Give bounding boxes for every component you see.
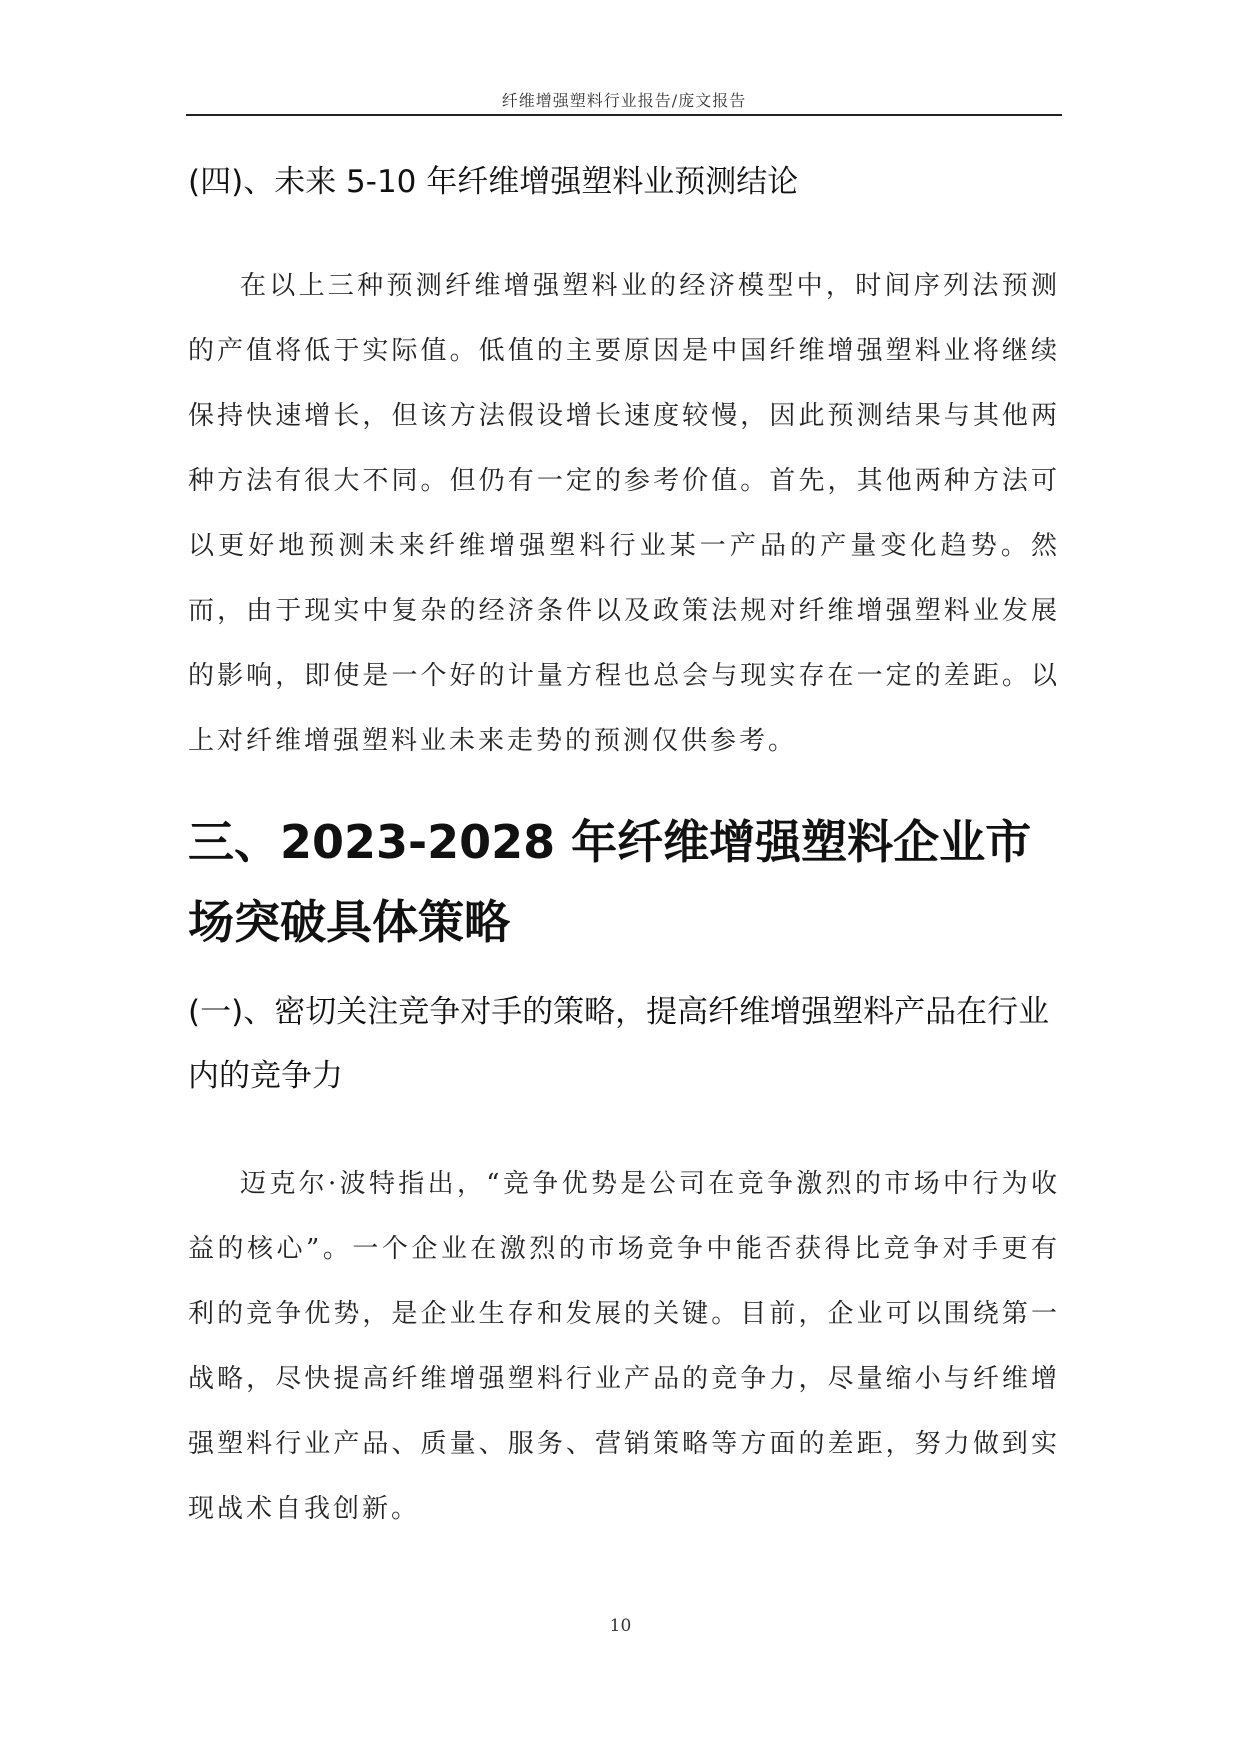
section-heading-4: (四)、未来 5-10 年纤维增强塑料业预测结论 <box>188 164 799 200</box>
page-number: 10 <box>609 1616 632 1636</box>
header-divider <box>186 114 1062 116</box>
body-paragraph-forecast-conclusion: 在以上三种预测纤维增强塑料业的经济模型中，时间序列法预测的产值将低于实际值。低值的主要原因是中国纤维增强塑料业将继续保持快速增长，但该方法假设增长速度较慢，因此预测结果与其他两种方法有很大不同。但仍有一定的参考价值。首先，其他两种方法可以更好地预测未来纤维增强塑料行业某一产品的产量变化趋势。然而，由于现实中复杂的经济条件以及政策法规对纤维增强塑料业发展的影响，即使是一个好的计量方程也总会与现实存在一定的差距。以上对纤维增强塑料业未来走势的预测仅供参考。 <box>188 271 1060 756</box>
chapter-heading-3: 三、2023-2028 年纤维增强塑料企业市场突破具体策略 <box>188 815 1032 949</box>
body-paragraph-competition: 迈克尔·波特指出，“竞争优势是公司在竞争激烈的市场中行为收益的核心”。一个企业在激烈的市场竞争中能否获得比竞争对手更有利的竞争优势，是企业生存和发展的关键。目前，企业可以围绕第一战略，尽快提高纤维增强塑料行业产品的竞争力，尽量缩小与纤维增强塑料行业产品、质量、服务、营销策略等方面的差距，努力做到实现战术自我创新。 <box>188 1169 1060 1524</box>
running-header: 纤维增强塑料行业报告/庞文报告 <box>501 91 747 110</box>
section-heading-1: (一)、密切关注竞争对手的策略，提高纤维增强塑料产品在行业内的竞争力 <box>188 994 1050 1094</box>
page-content <box>188 150 1060 1542</box>
